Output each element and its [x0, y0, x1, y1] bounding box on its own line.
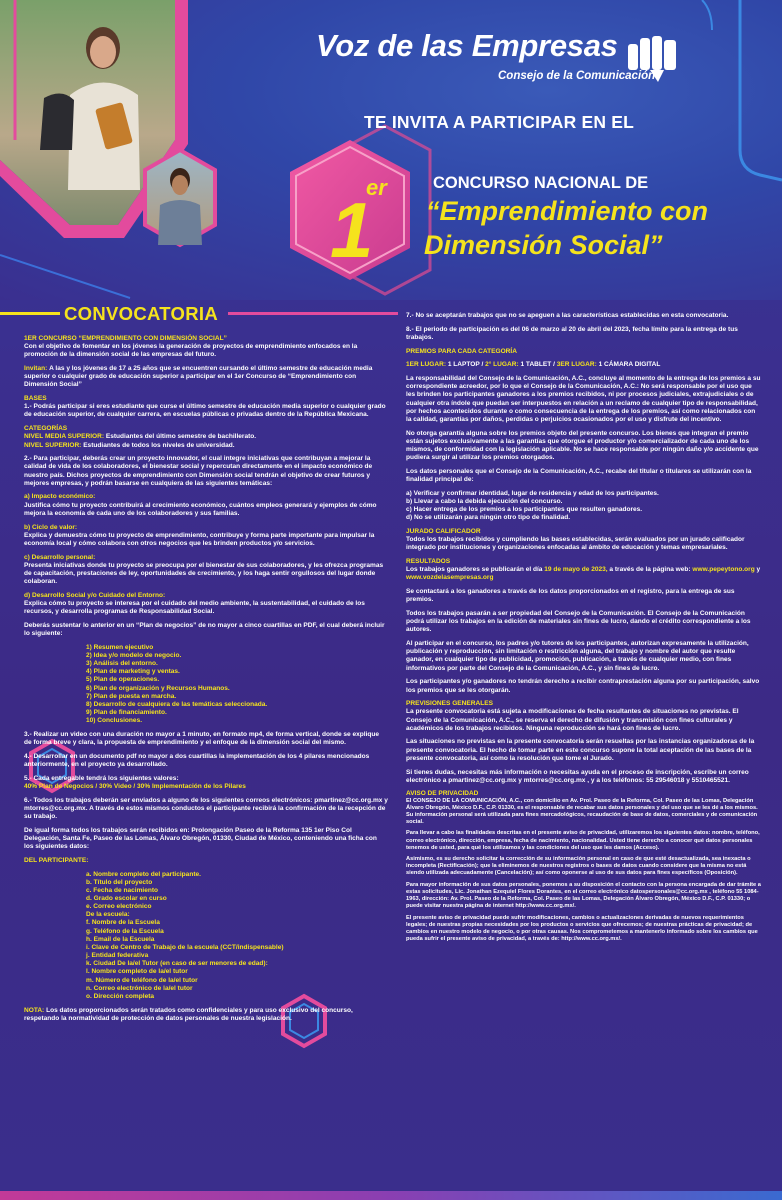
list-item: k. Ciudad De la/el Tutor (en caso de ser menores de edad):	[86, 960, 268, 968]
contest-line-3: Dimensión Social”	[424, 230, 663, 260]
right-column	[406, 312, 762, 943]
prizes-heading: PREMIOS PARA CADA CATEGORÍA	[406, 347, 517, 355]
contest-line-1: CONCURSO NACIONAL DE	[433, 174, 649, 192]
list-item: a. Nombre completo del participante.	[86, 870, 201, 878]
list-item: e. Correo electrónico	[86, 903, 152, 911]
list-item: j. Entidad federativa	[86, 952, 149, 960]
list-item: 4) Plan de marketing y ventas.	[86, 668, 180, 676]
base-4: 4.- Desarrollar en un documento pdf no mayor a dos cuartillas la implementación de los 4 pilares mencionados anteriormente, en el proyecto ya desarrollado.	[24, 752, 370, 768]
categories: CATEGORÍAS NIVEL MEDIA SUPERIOR: Estudiantes del último semestre de bachillerato. NIVEL SUPERIOR: Estudiantes de todos los niveles de universidad.	[24, 425, 388, 449]
intro-heading: 1ER CONCURSO “EMPRENDIMIENTO CON DIMENSIÓN SOCIAL”	[24, 335, 227, 342]
theme-c: c) Desarrollo personal: Presenta iniciativas donde tu proyecto se preocupa por el bienestar de sus colaboradores, y les ofrezca programas de capacitación, prestaciones de ley, oportunidades de crecimiento, y los haga sentir orgullosos del lugar donde colaboran.	[24, 553, 384, 586]
unforeseen: Las situaciones no previstas en la presente convocatoria serán resueltas por las instancias organizadoras de la presente convocatoria. El hecho de tomar parte en este concurso supone la total aceptación de las bases de la presente convocatoria, así como la resolución que tome el Jurado.	[406, 738, 755, 762]
data-purposes: a) Verificar y confirmar identidad, lugar de residencia y edad de los participantes. b) Llevar a cabo la debida ejecución del concurso. c) Hacer entrega de los premios a los participantes que resulten ganadores. d) No se utilizarán para ningún otro tipo de finalidad.	[406, 489, 659, 522]
contact-winners: Se contactará a los ganadores a través de los datos proporcionados en el registro, para la entrega de sus premios.	[406, 588, 735, 604]
brand-title: Voz de las Empresas	[316, 28, 618, 63]
left-column	[24, 335, 388, 1029]
list-item: o. Dirección completa	[86, 992, 155, 1000]
list-item: 5) Plan de operaciones.	[86, 676, 160, 684]
contest-line-2: “Emprendimiento con	[426, 196, 709, 226]
list-item: i. Clave de Centro de Trabajo de la escuela (CCT/indispensable)	[86, 943, 284, 951]
invite-paragraph: Invitan: A las y los jóvenes de 17 a 25 años que se encuentren cursando el último semestre de educación media superior o cualquier grado de educación superior a participar en el 1er Concurso de “Emprendimiento con Dimensión Social”	[24, 365, 373, 389]
plan-intro: Deberás sustentar lo anterior en un “Plan de negocios” de no mayor a cinco cuartillas en PDF, el cual deberá incluir lo siguiente:	[24, 621, 385, 638]
results: RESULTADOS Los trabajos ganadores se publicarán el día 19 de mayo de 2023, a través de la página web: www.pepeytono.org y www.vozdelasempresas.org	[406, 558, 761, 582]
list-item: c. Fecha de nacimiento	[86, 886, 159, 894]
responsibility: La responsabilidad del Consejo de la Comunicación, A.C., concluye al momento de la entrega de los premios a su correspondiente acreedor, por lo que el Consejo de la Comunicación, A.C.: No será responsable por el uso que les brinden los participantes ganadores a los premios recibidos, ni por procesos judiciales, extrajudiciales o de cualquier otra índole que puedan ser interpuestos en relación a un reclamo de cualquier tipo de responsabilidad, por hechos acontecidos durante o como consecuencia de la entrega de los premios, así como relacionados con la calidad, garantías por daños, perdidas o perjuicios ocasionados por el uso y disfrute del incentivo.	[406, 375, 761, 423]
list-item: 7) Plan de puesta en marcha.	[86, 692, 177, 700]
theme-d: d) Desarrollo Social y/o Cuidado del Entorno: Explica cómo tu proyecto se interesa por el cuidado del medio ambiente, la sustentabilidad, el cuidado de los recursos, y desarrolla programas de Responsabilidad Social.	[24, 591, 365, 616]
title-rule	[0, 312, 60, 315]
vozdelasempresas-link[interactable]: www.vozdelasempresas.org	[406, 574, 494, 582]
categories-heading: CATEGORÍAS	[24, 425, 68, 433]
theme-a: a) Impacto económico: Justifica cómo tu proyecto contribuirá al crecimiento económico, cuántos empleos generará y ejemplos de cómo mejora la economía de cada uno de los colaboradores y sus familias.	[24, 493, 377, 517]
list-item: 10) Conclusiones.	[86, 717, 143, 725]
base-7: 7.- No se aceptarán trabajos que no se apeguen a las características establecidas en esta convocatoria.	[406, 312, 729, 319]
intro-paragraph: 1ER CONCURSO “EMPRENDIMIENTO CON DIMENSIÓN SOCIAL” Con el objetivo de fomentar en los jóvenes la generación de proyectos de emprendimiento enfocados en la promoción de la dimensión social de las empresas del futuro.	[24, 335, 388, 359]
jury: JURADO CALIFICADOR Todos los trabajos recibidos y cumpliendo las bases establecidas, serán evaluados por un jurado calificador integrado por instituciones y organizaciones enfocadas al ámbito de educación y temas empresariales.	[406, 528, 762, 552]
plan-list	[86, 644, 388, 726]
list-item: De la escuela:	[86, 911, 130, 919]
bases-heading: BASES	[24, 395, 47, 403]
warranty: No otorga garantía alguna sobre los premios objeto del presente concurso. Los bienes que integran el premio están sujetos exclusivamente a las garantías que otorgue el productor y/o comercializador de cada uno de los mismos, de conformidad con la legislación aplicable. No se hace responsable por ningún daño y/o accidente que pudiera surgir al utilizar los premios otorgados.	[406, 429, 759, 462]
no-compensation: Los participantes y/o ganadores no tendrán derecho a recibir contraprestación alguna por su participación, salvo los premios que se les otorgarán.	[406, 678, 760, 694]
list-item: d. Grado escolar en curso	[86, 895, 167, 902]
property: Todos los trabajos pasarán a ser propiedad del Consejo de la Comunicación. El Consejo de la Comunicación podrá utilizar los trabajos en la edición de materiales sin fines de lucro, dando el crédito correspondiente a los autores.	[406, 610, 751, 634]
personal-data: Los datos personales que el Consejo de la Comunicación, A.C., recabe del titular o titulares se utilizarán con la finalidad principal de:	[406, 467, 752, 484]
list-item: 1) Resumen ejecutivo	[86, 643, 154, 651]
convocatoria-title: CONVOCATORIA	[64, 303, 219, 324]
list-item: 8) Desarrollo de cualquiera de las temáticas seleccionada.	[86, 700, 268, 708]
list-item: m. Número de teléfono de la/el tutor	[86, 976, 198, 984]
privacy-notice: AVISO DE PRIVACIDAD El CONSEJO DE LA COMUNICACIÓN, A.C., con domicilio en Av. Prol. Paseo de la Reforma, Col. Paseo de las Lomas, Delegación Álvaro Obregón, México D.F., C.P. 01330, es el responsable de recabar sus datos personales y del uso que se les dé a los mismos. Su información personal será utilizada para fines mercadológicos, recaudación de base de datos, comerciales y de comunicación social. Para llevar a cabo las finalidades descritas en el presente aviso de privacidad, utilizaremos los siguientes datos: nombre, teléfono, correo electrónico, dirección, empresa, fecha de nacimiento, nacionalidad. Usted tiene derecho a conocer qué datos personales tenemos de usted, para qué los utilizamos y las condiciones del uso que les damos (Acceso). Asimismo, es su derecho solicitar la corrección de su información personal en caso de que esté desactualizada, sea inexacta o incompleta (Rectificación); que la eliminemos de nuestros registros o bases de datos cuando considere que la misma no está siendo utilizada adecuadamente (Cancelación); así como oponerse al uso de sus datos para fines específicos (Oposición). Para mayor información de sus datos personales, ponemos a su disposición el contacto con la persona encargada de dar trámite a estas solicitudes, Lic. Jonathan Ezequiel Flores Dorantes, en el correo electrónico datospersonales@cc.org.mx , teléfono 55 1084-1963, dirección: Av. Prol. Paseo de la Reforma, Col. Paseo de las Lomas, Delegación Álvaro Obregón, México D.F., C.P. 01330; o puede visitar nuestra página de internet http://www.cc.org.mx/. El presente aviso de privacidad puede sufrir modificaciones, cambios o actualizaciones derivadas de nuevos requerimientos legales; de nuestras propias necesidades por los productos o servicios que ofrecemos; de nuestras prácticas de privacidad; de cambios en nuestro modelo de negocio, o por otras causas. Nos comprometemos a mantenerlo informado sobre los cambios que pueda sufrir el presente aviso de privacidad, a través de: http://www.cc.org.mx/.	[406, 790, 761, 943]
results-heading: RESULTADOS	[406, 558, 451, 566]
parents-authorization: Al participar en el concurso, los padres y/o tutores de los participantes, autorizan expresamente la utilización, publicación y reproducción, sin limitación o restricción alguna, del trabajo y nombre del autor que resulte ganador, en cualquier tipo de publicidad, promoción, publicación, a través de cualquier medio, con fines informativos por parte del Consejo de la Comunicación, A.C., y sin fines de lucro.	[406, 640, 749, 672]
participant-heading: DEL PARTICIPANTE:	[24, 856, 89, 864]
list-item: l. Nombre completo de la/el tutor	[86, 968, 188, 976]
participant-list	[86, 871, 388, 1002]
pepeytono-link[interactable]: www.pepeytono.org	[692, 566, 755, 574]
questions: Si tienes dudas, necesitas más información o necesitas ayuda en el proceso de inscripción, escribe un correo electrónico a pmartinez@cc.org.mx y mtorres@cc.org.mx , y a los teléfonos: 55 29546018 y 5510465521.	[406, 768, 749, 784]
base-8: 8.- El periodo de participación es del 06 de marzo al 20 de abril del 2023, fecha límite para la entrega de tus trabajos.	[406, 325, 738, 341]
base-5: 5.- Cada entregable tendrá los siguientes valores: 40% Plan de Negocios / 30% Video / 30% Implementación de los Pilares	[24, 774, 246, 790]
base-2: 2.- Para participar, deberás crear un proyecto innovador, el cual integre iniciativas que contribuyan a mejorar la calidad de vida de los colaboradores, el bienestar social y repercutan directamente en el impacto económico de nuestro país. Dichos proyectos de emprendimiento con Dimensión social tendrán el objetivo de crear futuros y mejores empresas, y podrán basarse en cualquiera de las siguientes temáticas:	[24, 455, 373, 487]
invite-heading: TE INVITA A PARTICIPAR EN EL	[364, 112, 635, 132]
base-1: BASES 1.- Podrás participar si eres estudiante que curse el último semestre de educación media superior o cualquier grado de educación superior, de cualquier carrera, en escuelas públicas o privadas dentro de la República Mexicana.	[24, 395, 388, 419]
address: De igual forma todos los trabajos serán recibidos en: Prolongación Paseo de la Reforma 135 1er Piso Col Delegación, Santa Fe, Paseo de las Lomas, Álvaro Obregón, 01330, Ciudad de México, conteniendo una ficha con los siguientes datos:	[24, 826, 377, 851]
list-item: 9) Plan de financiamiento.	[86, 709, 167, 717]
list-item: 3) Análisis del entorno.	[86, 660, 158, 668]
list-item: g. Teléfono de la Escuela	[86, 927, 164, 935]
note: NOTA: Los datos proporcionados serán tratados como confidenciales y para uso exclusivo del concurso, respetando la normatividad de protección de datos personales de nuestra legislación.	[24, 1006, 353, 1022]
list-item: b. Título del proyecto	[86, 878, 153, 886]
list-item: h. Email de la Escuela	[86, 935, 155, 943]
ordinal-suffix: er	[366, 175, 387, 200]
privacy-heading: AVISO DE PRIVACIDAD	[406, 790, 479, 798]
general-provisions: PREVISIONES GENERALES La presente convocatoria está sujeta a modificaciones de fecha resultantes de situaciones no previstas. El Consejo de la Comunicación, A.C., se reserva el derecho de difusión y transmisión con fines culturales y académicos de los trabajos recibidos. Ninguna reproducción se hará con fines de lucro.	[406, 700, 762, 733]
list-item: 2) Idea y/o modelo de negocio.	[86, 651, 182, 659]
prizes-line: 1ER LUGAR: 1 LAPTOP / 2° LUGAR: 1 TABLET / 3ER LUGAR: 1 CÁMARA DIGITAL	[406, 361, 661, 369]
base-6: 6.- Todos los trabajos deberán ser enviados a alguno de los siguientes correos electrónicos: pmartinez@cc.org.mx y mtorres@cc.org.mx. A través de estos mismos conductos el participante recibirá la confirmación de la recepción de su trabajo.	[24, 796, 388, 820]
bottom-gradient-bar	[0, 1191, 782, 1200]
base-3: 3.- Realizar un video con una duración no mayor a 1 minuto, en formato mp4, de forma vertical, donde se explique de forma breve y clara, la propuesta de emprendimiento y el enfoque de la dimensión social del mismo.	[24, 730, 380, 747]
title-rule-right	[228, 312, 398, 315]
brand-subtitle: Consejo de la Comunicación	[498, 70, 656, 82]
list-item: n. Correo electrónico de la/el tutor	[86, 984, 193, 992]
theme-b: b) Ciclo de valor: Explica y demuestra cómo tu proyecto de emprendimiento, contribuye y forma parte importante para impulsar la economía local y cómo colabora con otros negocios que les brinden productos y/o servicios.	[24, 523, 375, 547]
list-item: 6) Plan de organización y Recursos Humanos.	[86, 684, 230, 692]
ordinal-number: 1	[330, 186, 374, 274]
jury-heading: JURADO CALIFICADOR	[406, 528, 481, 536]
list-item: f. Nombre de la Escuela	[86, 919, 160, 927]
provisions-heading: PREVISIONES GENERALES	[406, 700, 493, 708]
